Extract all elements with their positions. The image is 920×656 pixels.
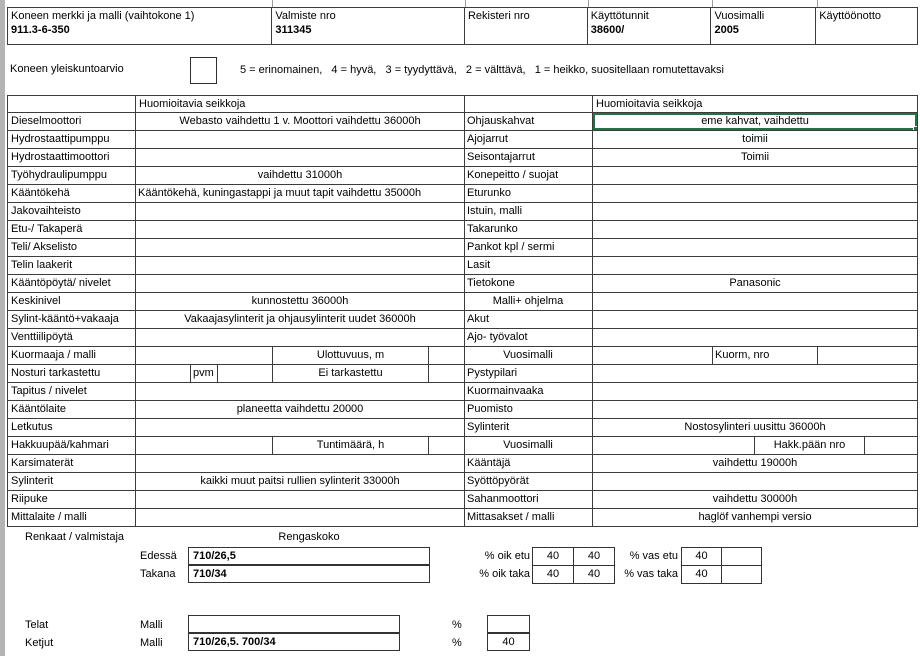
row-label-cell[interactable]: Malli+ ohjelma: [464, 293, 593, 311]
serial-number-label: Valmiste nro: [275, 10, 336, 22]
row-value-cell[interactable]: Webasto vaihdettu 1 v. Moottori vaihdettu 36000h: [136, 113, 465, 131]
table-row: [464, 401, 918, 419]
row-value-cell[interactable]: [136, 275, 465, 293]
row-label-cell[interactable]: Letkutus: [8, 419, 136, 437]
row-label-cell[interactable]: Kuormainvaaka: [464, 383, 593, 401]
table-row: [8, 365, 465, 383]
table-header-row: [8, 96, 465, 113]
table-row: [464, 473, 918, 491]
machine-model-value[interactable]: 911.3-6-350: [11, 24, 70, 36]
tires-section-label: Renkaat / valmistaja: [25, 531, 125, 543]
gridline-tick: [712, 0, 713, 7]
pct-left-rear-label: % vas taka: [624, 568, 678, 580]
row-value-cell[interactable]: [593, 293, 918, 311]
row-value-cell[interactable]: pvm: [191, 365, 218, 383]
notes-table-left: [7, 95, 465, 527]
row-value-cell[interactable]: kunnostettu 36000h: [136, 293, 465, 311]
row-value-cell[interactable]: [865, 437, 918, 455]
row-value-cell[interactable]: Kääntökehä, kuningastappi ja muut tapit vaihdettu 35000h: [136, 185, 465, 203]
table-row: [8, 437, 465, 455]
model-year-cell[interactable]: [711, 8, 816, 44]
gridline-tick: [588, 0, 589, 7]
chains-label: Ketjut: [25, 637, 54, 649]
table-row: [464, 311, 918, 329]
row-value-cell[interactable]: [136, 455, 465, 473]
row-label-cell[interactable]: Pystypilari: [464, 365, 593, 383]
operating-hours-label: Käyttötunnit: [590, 10, 649, 22]
row-value-cell[interactable]: [593, 239, 918, 257]
row-label-cell[interactable]: Ajo- työvalot: [464, 329, 593, 347]
serial-number-cell[interactable]: [272, 8, 465, 44]
table-row: [464, 113, 918, 131]
table-row: [464, 275, 918, 293]
chains-pct-input[interactable]: 40: [487, 633, 530, 651]
row-value-cell[interactable]: vaihdettu 31000h: [136, 167, 465, 185]
row-label-cell[interactable]: Kääntäjä: [464, 455, 593, 473]
row-label-cell[interactable]: Pankot kpl / sermi: [464, 239, 593, 257]
row-label-cell[interactable]: Kääntökehä: [8, 185, 136, 203]
tracks-model-input[interactable]: [188, 615, 400, 633]
row-value-cell[interactable]: Panasonic: [593, 275, 918, 293]
row-label-cell[interactable]: Akut: [464, 311, 593, 329]
table-row: [464, 221, 918, 239]
row-label-cell[interactable]: Karsimaterät: [8, 455, 136, 473]
row-label-cell[interactable]: Ajojarrut: [464, 131, 593, 149]
table-row: [8, 275, 465, 293]
table-row: [8, 419, 465, 437]
gridline-tick: [817, 0, 818, 7]
left-notes-header: Huomioitavia seikkoja: [136, 96, 465, 113]
header-blank-cell[interactable]: [8, 96, 136, 113]
table-row: [464, 185, 918, 203]
table-row: [464, 347, 918, 365]
notes-table-right: [464, 95, 918, 527]
row-label-cell[interactable]: Takarunko: [464, 221, 593, 239]
model-year-value[interactable]: 2005: [714, 24, 739, 36]
row-label-cell[interactable]: Sylint-kääntö+vakaaja: [8, 311, 136, 329]
row-value-cell[interactable]: [593, 257, 918, 275]
row-label-cell[interactable]: Istuin, malli: [464, 203, 593, 221]
row-value-cell[interactable]: [593, 437, 755, 455]
row-value-cell[interactable]: Nostosylinteri uusittu 36000h: [593, 419, 918, 437]
row-label-cell[interactable]: Mittalaite / malli: [8, 509, 136, 527]
row-label-cell[interactable]: Dieselmoottori: [8, 113, 136, 131]
table-row: [464, 149, 918, 167]
row-label-cell[interactable]: Kääntöpöytä/ nivelet: [8, 275, 136, 293]
machine-model-label: Koneen merkki ja malli (vaihtokone 1): [11, 10, 195, 22]
table-row: [8, 329, 465, 347]
gridline-tick: [272, 0, 273, 7]
model-year-label: Vuosimalli: [714, 10, 765, 22]
chains-model-label: Malli: [140, 637, 163, 649]
commissioning-label: Käyttöönotto: [819, 10, 881, 22]
pct-right-rear-label: % oik taka: [479, 568, 530, 580]
table-row: [8, 311, 465, 329]
table-row: [8, 131, 465, 149]
tracks-pct-input[interactable]: [487, 615, 530, 633]
pct-left-front-label: % vas etu: [629, 550, 678, 562]
row-value-cell[interactable]: [136, 131, 465, 149]
row-value-cell[interactable]: [593, 383, 918, 401]
row-label-cell[interactable]: Hakkuupää/kahmari: [8, 437, 136, 455]
operating-hours-value[interactable]: 38600/: [590, 24, 625, 36]
row-value-cell[interactable]: [429, 437, 465, 455]
row-label-cell[interactable]: Ohjauskahvat: [464, 113, 593, 131]
table-row: [8, 509, 465, 527]
table-row: [464, 239, 918, 257]
left-gutter-strip: [0, 0, 5, 656]
row-value-cell[interactable]: Vakaajasylinterit ja ohjausylinterit uudet 36000h: [136, 311, 465, 329]
row-label-cell[interactable]: Kuormaaja / malli: [8, 347, 136, 365]
row-value-cell[interactable]: [136, 347, 273, 365]
machine-info-header: [7, 7, 918, 45]
right-notes-header: Huomioitavia seikkoja: [593, 96, 918, 113]
row-value-cell[interactable]: Kuorm, nro: [713, 347, 818, 365]
row-value-cell[interactable]: [593, 311, 918, 329]
row-label-cell[interactable]: Nosturi tarkastettu: [8, 365, 136, 383]
table-row: [464, 257, 918, 275]
tire-pct-cell[interactable]: 40: [682, 548, 722, 566]
row-value-cell[interactable]: [136, 437, 273, 455]
row-label-cell[interactable]: Tietokone: [464, 275, 593, 293]
row-value-cell[interactable]: [593, 473, 918, 491]
row-value-cell[interactable]: [136, 383, 465, 401]
row-value-cell[interactable]: [593, 167, 918, 185]
tire-pct-cell[interactable]: 40: [533, 566, 574, 584]
table-row: [464, 455, 918, 473]
row-value-cell[interactable]: planeetta vaihdettu 20000: [136, 401, 465, 419]
row-label-cell[interactable]: Kääntölaite: [8, 401, 136, 419]
tire-pct-grid-left: [681, 547, 762, 584]
row-value-cell[interactable]: [136, 491, 465, 509]
table-row: [8, 113, 465, 131]
commissioning-cell[interactable]: [816, 8, 917, 44]
row-label-cell[interactable]: Keskinivel: [8, 293, 136, 311]
row-label-cell[interactable]: Etu-/ Takaperä: [8, 221, 136, 239]
row-value-cell[interactable]: vaihdettu 19000h: [593, 455, 918, 473]
row-label-cell[interactable]: Konepeitto / suojat: [464, 167, 593, 185]
row-label-cell[interactable]: Työhydraulipumppu: [8, 167, 136, 185]
row-value-cell[interactable]: [593, 329, 918, 347]
row-value-cell[interactable]: Hakk.pään nro: [755, 437, 865, 455]
row-label-cell[interactable]: Riipuke: [8, 491, 136, 509]
row-value-cell[interactable]: [136, 149, 465, 167]
row-label-cell[interactable]: Hydrostaattimoottori: [8, 149, 136, 167]
overall-condition-input[interactable]: [190, 57, 217, 84]
row-value-cell[interactable]: [136, 365, 191, 383]
row-value-cell[interactable]: [593, 347, 713, 365]
table-row: [464, 167, 918, 185]
overall-condition-label: Koneen yleiskuntoarvio: [10, 63, 124, 75]
chains-pct-label: %: [452, 637, 462, 649]
table-row: [8, 383, 465, 401]
machine-model-cell[interactable]: [8, 8, 272, 44]
header-blank-cell[interactable]: [464, 96, 593, 113]
table-row: [8, 185, 465, 203]
row-value-cell[interactable]: Tuntimäärä, h: [273, 437, 429, 455]
tire-pct-cell[interactable]: 40: [533, 548, 574, 566]
row-value-cell[interactable]: [593, 401, 918, 419]
chains-model-input[interactable]: 710/26,5. 700/34: [188, 633, 400, 651]
table-row: [464, 419, 918, 437]
row-value-cell[interactable]: Ulottuvuus, m: [273, 347, 429, 365]
tracks-pct-label: %: [452, 619, 462, 631]
row-value-cell[interactable]: [818, 347, 918, 365]
table-row: [8, 401, 465, 419]
table-row: [8, 491, 465, 509]
row-value-cell[interactable]: [218, 365, 273, 383]
register-number-cell[interactable]: [465, 8, 588, 44]
row-label-cell[interactable]: Sylinterit: [464, 419, 593, 437]
table-row: [8, 203, 465, 221]
row-value-cell[interactable]: [593, 365, 918, 383]
table-row: [464, 203, 918, 221]
row-label-cell[interactable]: Jakovaihteisto: [8, 203, 136, 221]
row-value-cell[interactable]: kaikki muut paitsi rullien sylinterit 33000h: [136, 473, 465, 491]
table-row: [464, 365, 918, 383]
operating-hours-cell[interactable]: [588, 8, 712, 44]
tracks-label: Telat: [25, 619, 49, 631]
table-row: [8, 167, 465, 185]
row-value-cell[interactable]: haglöf vanhempi versio: [593, 509, 918, 527]
row-label-cell[interactable]: Lasit: [464, 257, 593, 275]
table-row: [8, 257, 465, 275]
row-label-cell[interactable]: Vuosimalli: [464, 437, 593, 455]
row-label-cell[interactable]: Venttiilipöytä: [8, 329, 136, 347]
row-value-cell[interactable]: [593, 185, 918, 203]
row-label-cell[interactable]: Sylinterit: [8, 473, 136, 491]
table-row: [8, 293, 465, 311]
gridline-tick: [465, 0, 466, 7]
table-row: [464, 293, 918, 311]
serial-number-value[interactable]: 311345: [275, 24, 312, 36]
table-row: [8, 221, 465, 239]
table-header-row: [464, 96, 918, 113]
row-value-cell[interactable]: [429, 347, 465, 365]
row-value-cell[interactable]: [136, 257, 465, 275]
row-label-cell[interactable]: Teli/ Akselisto: [8, 239, 136, 257]
row-label-cell[interactable]: Hydrostaattipumppu: [8, 131, 136, 149]
row-value-cell[interactable]: toimii: [593, 131, 918, 149]
table-row: [464, 491, 918, 509]
row-label-cell[interactable]: Eturunko: [464, 185, 593, 203]
tire-size-header: Rengaskoko: [278, 531, 340, 543]
table-row: [8, 455, 465, 473]
rating-scale-legend: 5 = erinomainen, 4 = hyvä, 3 = tyydyttävä, 2 = välttävä, 1 = heikko, suositellaan romutettavaksi: [240, 64, 724, 76]
row-label-cell[interactable]: Vuosimalli: [464, 347, 593, 365]
row-label-cell[interactable]: Seisontajarrut: [464, 149, 593, 167]
row-value-cell[interactable]: [136, 509, 465, 527]
row-value-cell[interactable]: Toimii: [593, 149, 918, 167]
row-value-cell[interactable]: [136, 419, 465, 437]
tire-pct-cell[interactable]: [722, 548, 762, 566]
table-row: [8, 149, 465, 167]
row-value-cell[interactable]: [136, 221, 465, 239]
row-value-cell[interactable]: [136, 329, 465, 347]
selected-cell[interactable]: eme kahvat, vaihdettu: [593, 113, 918, 131]
row-label-cell[interactable]: Sahanmoottori: [464, 491, 593, 509]
row-value-cell[interactable]: Ei tarkastettu: [273, 365, 429, 383]
row-value-cell[interactable]: [136, 239, 465, 257]
row-value-cell[interactable]: [593, 203, 918, 221]
tire-pct-cell[interactable]: 40: [682, 566, 722, 584]
pct-right-front-label: % oik etu: [484, 550, 530, 562]
table-row: [464, 131, 918, 149]
table-row: [464, 329, 918, 347]
row-label-cell[interactable]: Puomisto: [464, 401, 593, 419]
row-value-cell[interactable]: [136, 203, 465, 221]
row-label-cell[interactable]: Telin laakerit: [8, 257, 136, 275]
register-number-label: Rekisteri nro: [467, 10, 530, 22]
tire-size-rear-input[interactable]: 710/34: [188, 565, 430, 583]
table-row: [464, 383, 918, 401]
table-row: [8, 239, 465, 257]
tire-front-label: Edessä: [140, 550, 177, 562]
tire-pct-cell[interactable]: [722, 566, 762, 584]
row-label-cell[interactable]: Mittasakset / malli: [464, 509, 593, 527]
tire-pct-cell[interactable]: 40: [574, 548, 615, 566]
table-row: [464, 437, 918, 455]
table-row: [8, 347, 465, 365]
row-value-cell[interactable]: [593, 221, 918, 239]
tire-pct-cell[interactable]: 40: [574, 566, 615, 584]
row-label-cell[interactable]: Syöttöpyörät: [464, 473, 593, 491]
tire-rear-label: Takana: [140, 568, 176, 580]
row-label-cell[interactable]: Tapitus / nivelet: [8, 383, 136, 401]
tracks-model-label: Malli: [140, 619, 163, 631]
table-row: [8, 473, 465, 491]
table-row: [464, 509, 918, 527]
tire-size-front-input[interactable]: 710/26,5: [188, 547, 430, 565]
row-value-cell[interactable]: vaihdettu 30000h: [593, 491, 918, 509]
row-value-cell[interactable]: [429, 365, 465, 383]
